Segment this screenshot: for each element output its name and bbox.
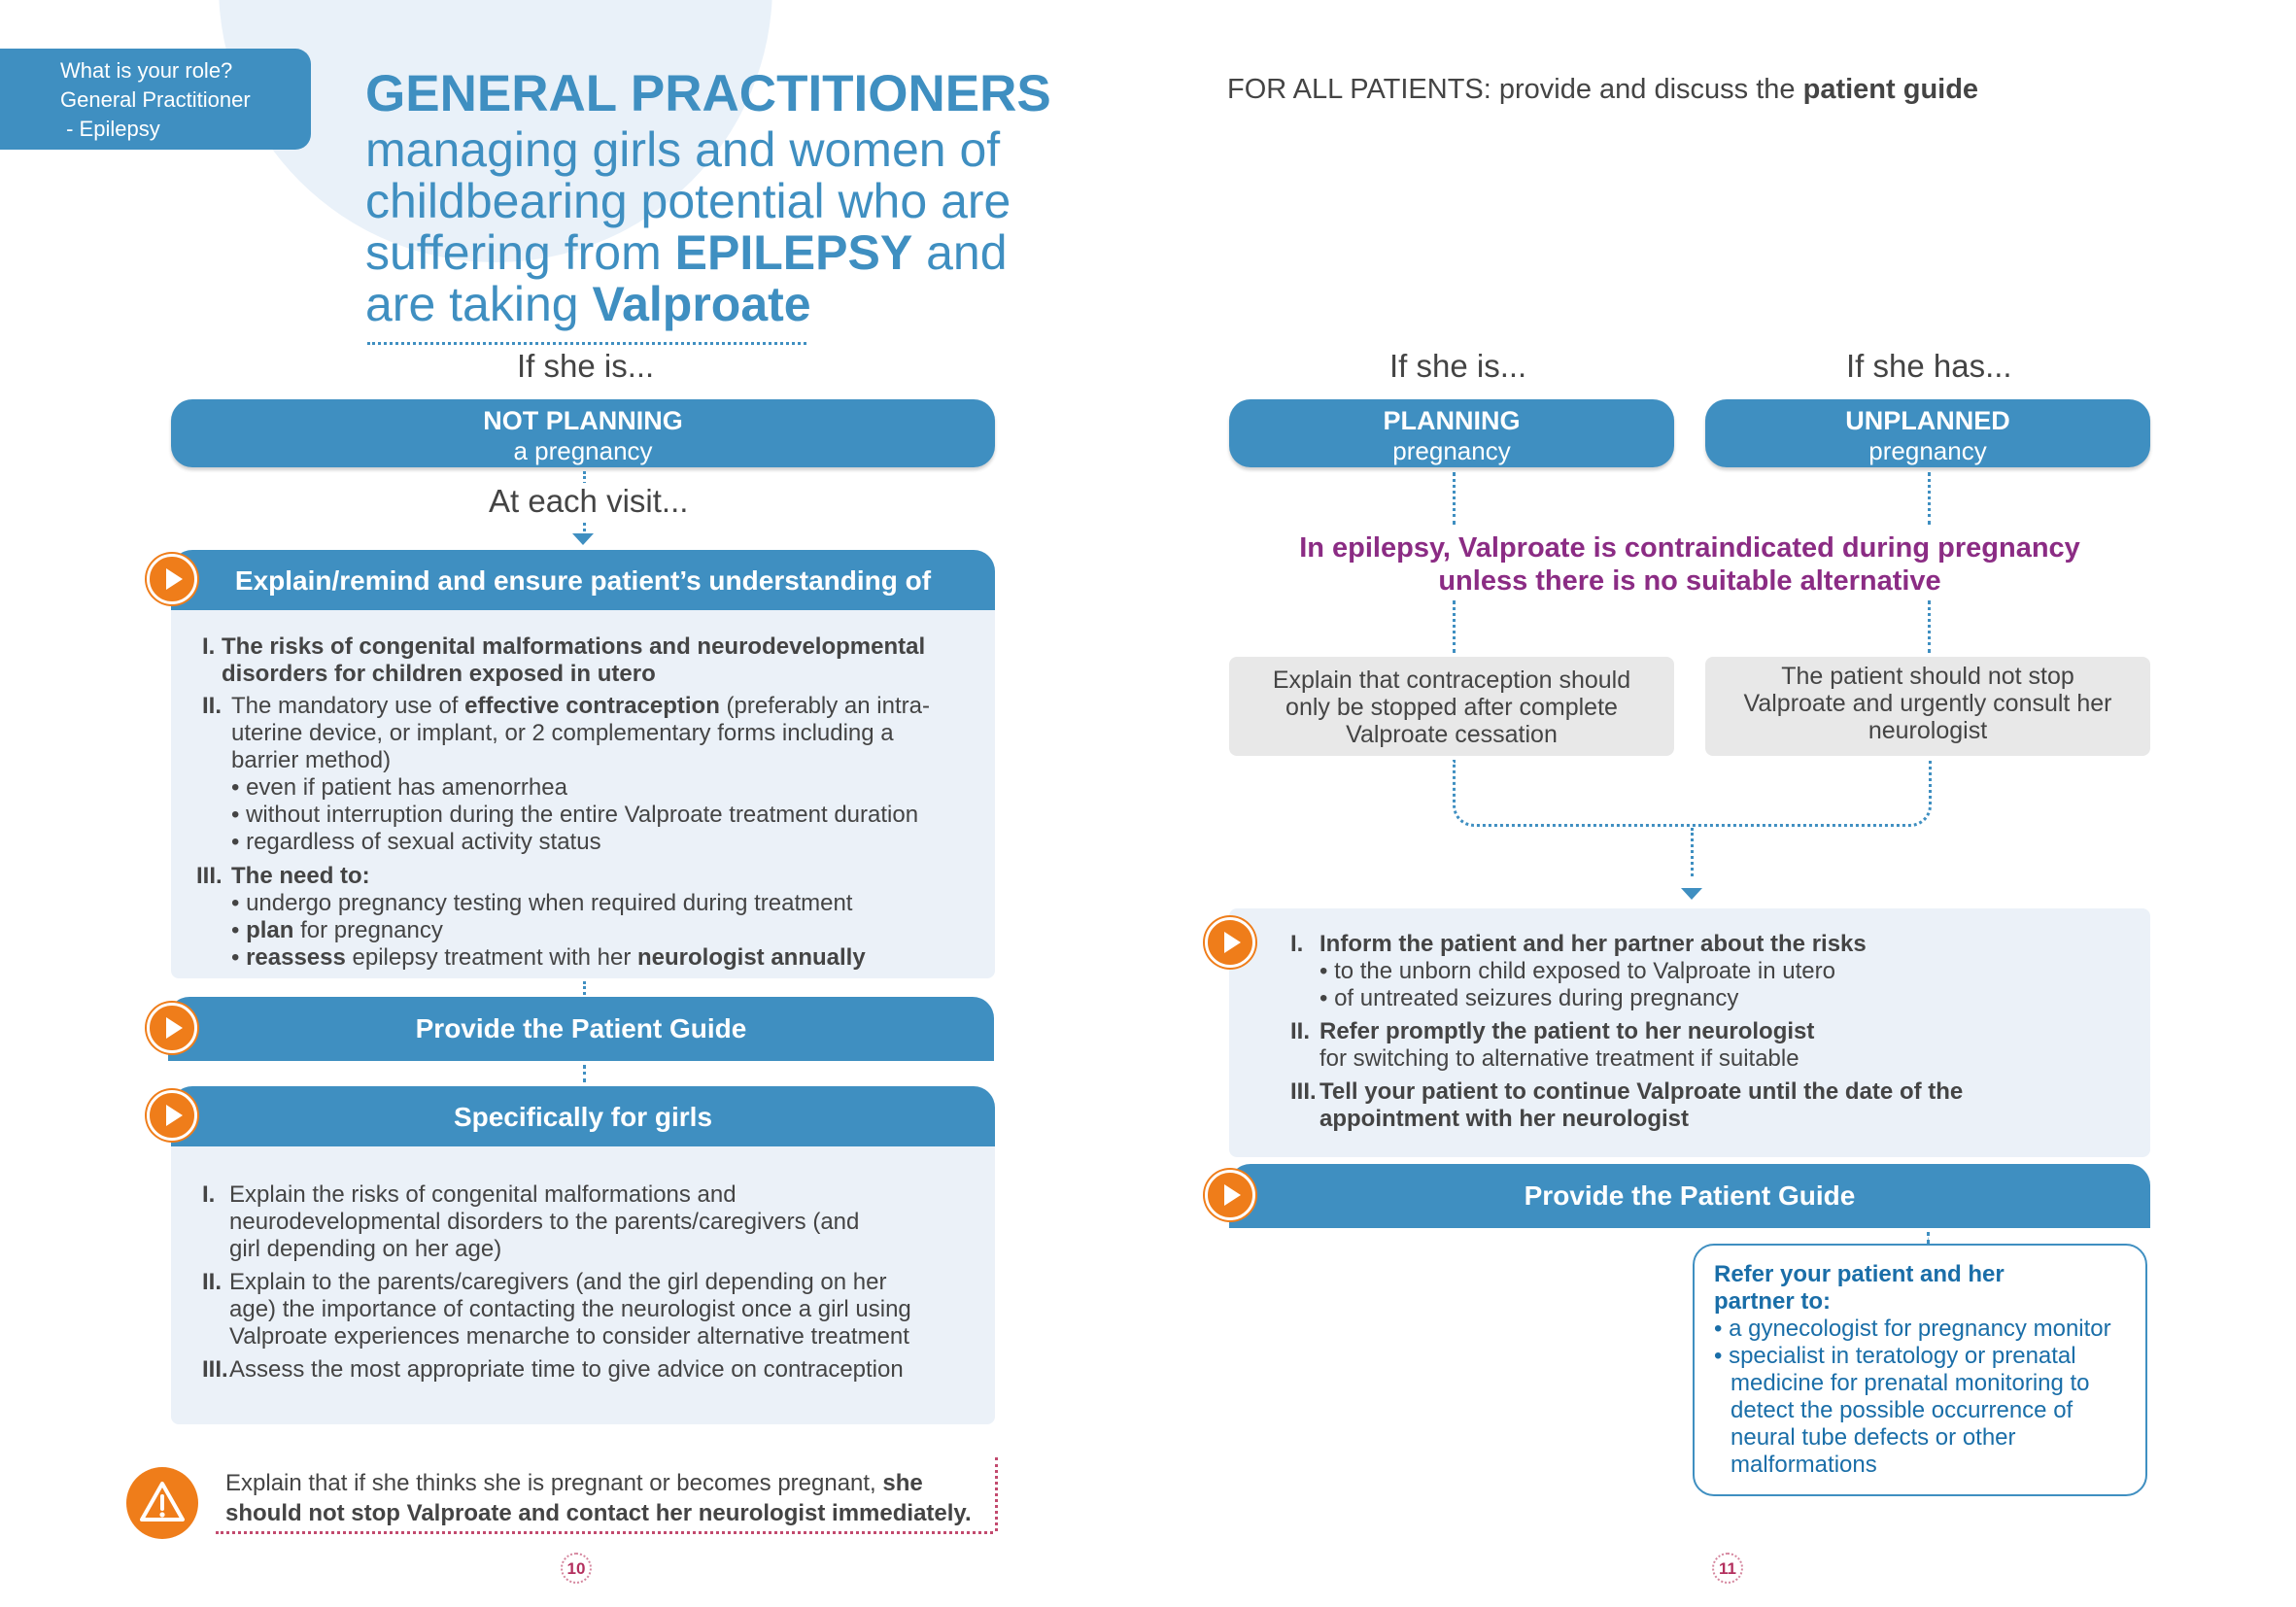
item-text: neurodevelopmental disorders to the parents/caregivers (and — [229, 1209, 860, 1235]
page-number-left: 10 — [561, 1553, 592, 1584]
play-icon — [1205, 1170, 1255, 1220]
connector-line — [1928, 472, 1931, 525]
title-line-3-end: and — [912, 225, 1008, 280]
refer-heading: Refer your patient and her — [1714, 1261, 2005, 1287]
inform-bullet — [1290, 958, 1963, 985]
play-icon — [1205, 917, 1255, 968]
planning-sub: pregnancy — [1392, 436, 1511, 465]
inform-bullet — [1290, 985, 1963, 1012]
inform-item-1 — [1290, 931, 1963, 958]
role-specialty: - Epilepsy — [60, 117, 160, 141]
item-number: I. — [202, 633, 216, 660]
item-number: III. — [1290, 1078, 1317, 1105]
play-icon — [147, 1090, 197, 1141]
bullet-text: • without interruption during the entire Valproate treatment duration — [231, 802, 918, 828]
refer-bullet-cont: medicine for prenatal monitoring to — [1731, 1370, 2090, 1396]
merge-connector — [1453, 760, 1932, 827]
item-text: Explain the risks of congenital malformations and — [229, 1181, 737, 1208]
girls-item-3 — [202, 1356, 911, 1384]
item-number: III. — [202, 1356, 228, 1383]
connector-line — [1928, 600, 1931, 653]
contraindicated-line-1: In epilepsy, Valproate is contraindicated during pregnancy — [1299, 532, 2080, 564]
at-each-visit: At each visit... — [485, 483, 692, 520]
explain-bullet — [202, 829, 930, 856]
item-text: uterine device, or implant, or 2 complementary forms including a — [231, 720, 894, 746]
item-bold-text: effective contraception — [464, 693, 720, 719]
contraindicated-line-2: unless there is no suitable alternative — [1438, 565, 1941, 597]
bullet-text: epilepsy treatment with her — [345, 944, 637, 971]
unplanned-label: UNPLANNED — [1845, 406, 2010, 435]
item-number: III. — [196, 863, 223, 889]
item-text: The mandatory use of — [231, 693, 465, 719]
item-text: (preferably an intra- — [719, 693, 930, 719]
item-number: I. — [1290, 931, 1304, 957]
girls-list — [202, 1181, 911, 1384]
item-text: barrier method) — [231, 747, 392, 773]
warning-line-1 — [225, 1468, 972, 1498]
inform-item-3 — [1290, 1078, 1963, 1106]
warning-underline — [216, 1531, 993, 1534]
connector-line — [583, 1065, 586, 1082]
provide-guide-band-right[interactable]: Provide the Patient Guide — [1229, 1164, 2150, 1228]
connector-line — [1453, 600, 1456, 653]
title-valproate: Valproate — [592, 277, 811, 331]
explain-item-2-cont — [202, 720, 930, 747]
unplanned-sub: pregnancy — [1868, 436, 1987, 465]
item-text: Explain to the parents/caregivers (and the girl depending on her — [229, 1269, 887, 1295]
planning-advice-box — [1229, 657, 1674, 756]
explain-item-2-cont — [202, 747, 930, 774]
item-number: II. — [1290, 1018, 1311, 1044]
warning-icon — [126, 1467, 198, 1539]
title-line-3-text: suffering from — [365, 225, 675, 280]
girls-item-2 — [202, 1269, 911, 1296]
inform-item-3-cont — [1290, 1106, 1963, 1133]
explain-bullet — [202, 890, 930, 917]
girls-item-1-cont — [202, 1236, 911, 1263]
connector-line — [583, 981, 586, 995]
not-planning-pill[interactable] — [171, 399, 995, 467]
title-underline — [367, 342, 806, 345]
page-title — [365, 64, 1051, 330]
item-bold-text: appointment with her neurologist — [1319, 1106, 1689, 1132]
item-text: Valproate experiences menarche to consider alternative treatment — [229, 1323, 909, 1350]
bullet-text: • of untreated seizures during pregnancy — [1319, 985, 1738, 1011]
refer-bullet-cont: malformations — [1731, 1452, 1877, 1478]
item-number: II. — [202, 693, 223, 719]
explain-item-1 — [202, 633, 930, 661]
item-bold-text: Refer promptly the patient to her neurologist — [1319, 1018, 1815, 1044]
girls-item-2-cont — [202, 1323, 911, 1351]
bullet-text: • even if patient has amenorrhea — [231, 774, 567, 801]
bullet-bold-text: reassess — [246, 944, 346, 971]
unplanned-advice-box — [1705, 657, 2150, 756]
unplanned-advice-line: Valproate and urgently consult her — [1743, 690, 2112, 717]
warning-text — [225, 1468, 972, 1528]
bullet-bold-text: neurologist annually — [637, 944, 866, 971]
for-all-patients — [1227, 74, 1978, 106]
role-tab[interactable] — [0, 49, 311, 150]
explain-bullet: • reassess epilepsy treatment with her neurologist annually — [231, 944, 866, 971]
item-text: Assess the most appropriate time to give advice on contraception — [229, 1356, 904, 1383]
unplanned-advice-line: neurologist — [1868, 717, 1988, 744]
right-if-she-is: If she is... — [1389, 348, 1527, 384]
refer-heading: partner to: — [1714, 1288, 1831, 1315]
for-all-text: FOR ALL PATIENTS: provide and discuss the — [1227, 74, 1803, 105]
connector-line — [1453, 472, 1456, 525]
refer-bullet-cont: neural tube defects or other — [1731, 1424, 2016, 1451]
item-bold-text: Tell your patient to continue Valproate until the date of the — [1319, 1078, 1964, 1105]
for-all-bold: patient guide — [1802, 74, 1979, 105]
bullet-bold-text: plan — [246, 917, 294, 943]
explain-header: Explain/remind and ensure patient’s understanding of — [171, 550, 995, 610]
refer-bullet: • specialist in teratology or prenatal — [1714, 1343, 2145, 1370]
right-if-she-has: If she has... — [1846, 348, 2012, 384]
girls-item-2-cont — [202, 1296, 911, 1323]
item-bold-text: Inform the patient and her partner about the risks — [1319, 931, 1867, 957]
item-text: The risks of congenital malformations and neurodevelopmental — [222, 633, 926, 660]
title-line-2: childbearing potential who are — [365, 174, 1011, 228]
arrow-down-icon — [1681, 888, 1702, 900]
item-text: girl depending on her age) — [229, 1236, 502, 1262]
bullet-text: • to the unborn child exposed to Valproate in utero — [1319, 958, 1835, 984]
planning-pill[interactable] — [1229, 399, 1674, 467]
planning-advice-line: only be stopped after complete — [1285, 694, 1618, 721]
item-text: for switching to alternative treatment if suitable — [1319, 1045, 1799, 1072]
planning-advice-line: Explain that contraception should — [1272, 667, 1631, 694]
play-icon — [147, 1003, 197, 1053]
refer-bullet-cont: detect the possible occurrence of — [1731, 1397, 2073, 1423]
title-line-3 — [365, 227, 1051, 279]
girls-item-1 — [202, 1181, 911, 1209]
unplanned-advice-line: The patient should not stop — [1781, 663, 2074, 690]
contraindicated-notice — [1229, 531, 2150, 598]
explain-bullet — [202, 802, 930, 829]
explain-list — [196, 633, 930, 972]
inform-item-2-cont — [1290, 1045, 1963, 1073]
not-planning-label: NOT PLANNING — [483, 406, 683, 435]
page-number-right: 11 — [1712, 1553, 1743, 1584]
play-icon — [147, 554, 197, 604]
bullet-text: • regardless of sexual activity status — [231, 829, 601, 855]
item-text: disorders for children exposed in utero — [222, 661, 656, 687]
explain-item-1-cont — [202, 661, 930, 688]
warning-line-2 — [225, 1498, 972, 1528]
role-question: What is your role? — [60, 58, 233, 83]
refer-box — [1693, 1244, 2147, 1496]
arrow-down-icon — [572, 533, 594, 545]
refer-bullet: • a gynecologist for pregnancy monitor — [1714, 1316, 2145, 1343]
inform-item-2 — [1290, 1018, 1963, 1045]
item-number: II. — [202, 1269, 223, 1295]
girls-header: Specifically for girls — [171, 1086, 995, 1146]
item-bold-text: The need to: — [231, 863, 370, 889]
not-planning-sub: a pregnancy — [513, 436, 653, 465]
explain-item-3 — [196, 863, 930, 890]
warning-text-part: Explain that if she thinks she is pregnant or becomes pregnant, — [225, 1470, 883, 1496]
title-line-1: managing girls and women of — [365, 122, 1001, 177]
connector-line — [1927, 1232, 1930, 1244]
inform-list — [1290, 931, 1963, 1133]
planning-label: PLANNING — [1383, 406, 1521, 435]
title-line-4-text: are taking — [365, 277, 593, 331]
girls-item-1-cont — [202, 1209, 911, 1236]
bullet-text: for pregnancy — [293, 917, 443, 943]
provide-guide-band-left[interactable]: Provide the Patient Guide — [168, 997, 994, 1061]
role-name: General Practitioner — [60, 87, 251, 112]
title-line-4 — [365, 279, 1051, 330]
item-text: age) the importance of contacting the neurologist once a girl using — [229, 1296, 911, 1322]
bullet-text: • undergo pregnancy testing when required during treatment — [231, 890, 852, 916]
left-if-she-is: If she is... — [517, 348, 655, 384]
warning-bold-part: she — [882, 1470, 923, 1496]
warning-bold-part: should not stop Valproate and contact her neurologist immediately. — [225, 1500, 972, 1526]
warning-side-line — [995, 1457, 998, 1531]
title-epilepsy: EPILEPSY — [674, 225, 913, 280]
planning-advice-line: Valproate cessation — [1346, 721, 1558, 748]
explain-bullet: • plan for pregnancy — [231, 917, 443, 943]
explain-bullet — [202, 774, 930, 802]
unplanned-pill[interactable] — [1705, 399, 2150, 467]
item-number: I. — [202, 1181, 216, 1208]
explain-item-2 — [202, 693, 930, 720]
connector-line — [1691, 828, 1694, 876]
title-main: GENERAL PRACTITIONERS — [365, 65, 1051, 122]
